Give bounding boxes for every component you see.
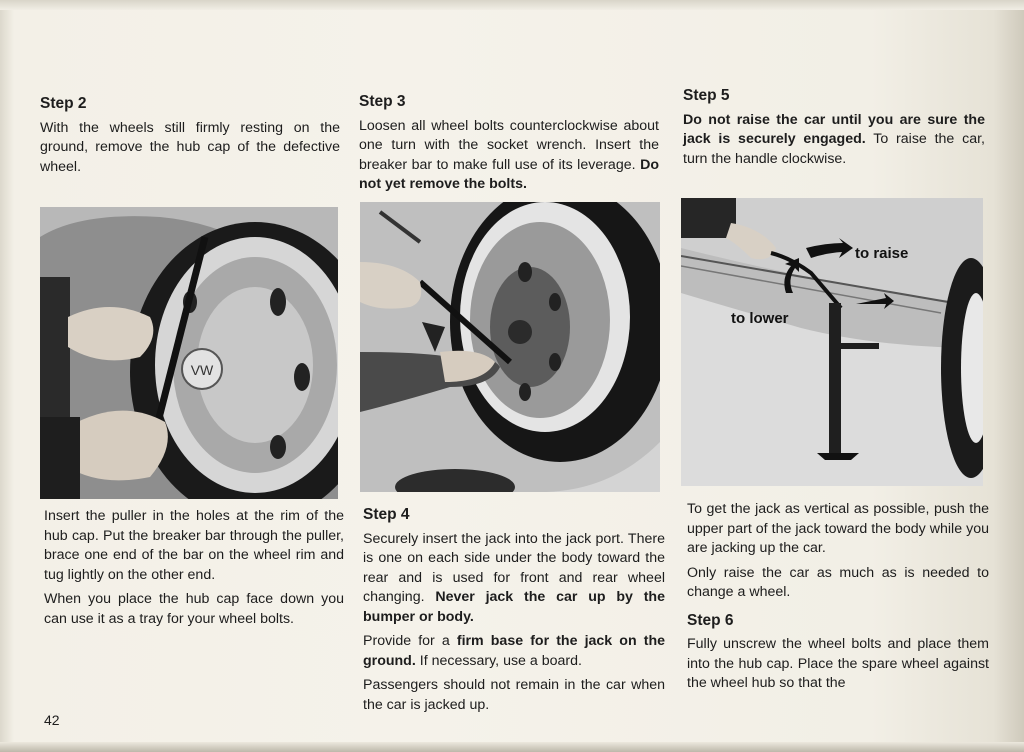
photo-hub-cap-removal [40,207,338,499]
to-raise-label: to raise [855,245,909,262]
firm-base-prefix: Provide for a [363,633,450,649]
step-4-passengers-warning: Passengers should not remain in the car when the car is jacked up. [363,677,665,713]
column-step-2 [40,94,340,182]
step-4-instructions: Securely insert the jack into the jack port. There is one on each side under the body toward the rear and is used for front and rear wheel changing. [363,530,665,605]
step-2-heading: Step 2 [40,95,87,112]
column-step-3 [359,92,659,200]
step-3-warning: Do not yet remove the bolts. [359,156,659,192]
step-3-heading: Step 3 [359,93,406,110]
step-6-heading: Step 6 [687,611,734,629]
step-4-heading: Step 4 [363,506,410,523]
svg-text:VW: VW [190,362,214,378]
column-step-5-continued [687,500,989,699]
page-top-edge [0,0,1024,10]
step-3-instructions: Loosen all wheel bolts counterclockwise about one turn with the socket wrench. Insert the breaker bar to make full use of its leverage. [359,117,659,173]
step-2-intro: With the wheels still firmly resting on the ground, remove the hub cap of the defective wheel. [40,119,340,175]
step-5-heading: Step 5 [683,87,730,104]
column-step-4 [363,505,665,720]
step-4-firm-base [363,632,665,671]
photo-raising-jack [681,198,983,486]
page-number: 42 [44,712,60,728]
firm-base-emphasis: firm base for the jack on the ground. [363,633,665,669]
step-5-warning: Do not raise the car until you are sure the jack is securely engaged. [683,111,985,147]
column-step-2-continued [44,507,344,634]
photo-loosening-bolts [360,202,660,492]
column-step-5 [683,86,985,174]
jack-vertical-tip: To get the jack as vertical as possible, push the upper part of the jack toward the body while you are jacking up the car. [687,501,989,556]
step-4-text [363,530,665,628]
firm-base-suffix: If necessary, use a board. [419,652,582,669]
page-bottom-edge [0,742,1024,752]
step-5-text [683,111,985,170]
to-lower-label: to lower [731,310,789,327]
step-3-text [359,117,659,195]
step-4-warning: Never jack the car up by the bumper or body. [363,589,665,625]
step-2-tray-hint: When you place the hub cap face down you can use it as a tray for your wheel bolts. [44,591,344,627]
step-6-text: Fully unscrew the wheel bolts and place them into the hub cap. Place the spare wheel against the wheel hub so that the [687,636,989,691]
step-2-puller-instructions: Insert the puller in the holes at the rim of the hub cap. Put the breaker bar through the puller, brace one end of the bar on the wheel rim and tug lightly on the other end. [44,508,344,583]
step-5-instructions: To raise the car, turn the handle clockwise. [683,131,985,167]
raise-minimal-tip: Only raise the car as much as is needed to change a wheel. [687,564,989,600]
